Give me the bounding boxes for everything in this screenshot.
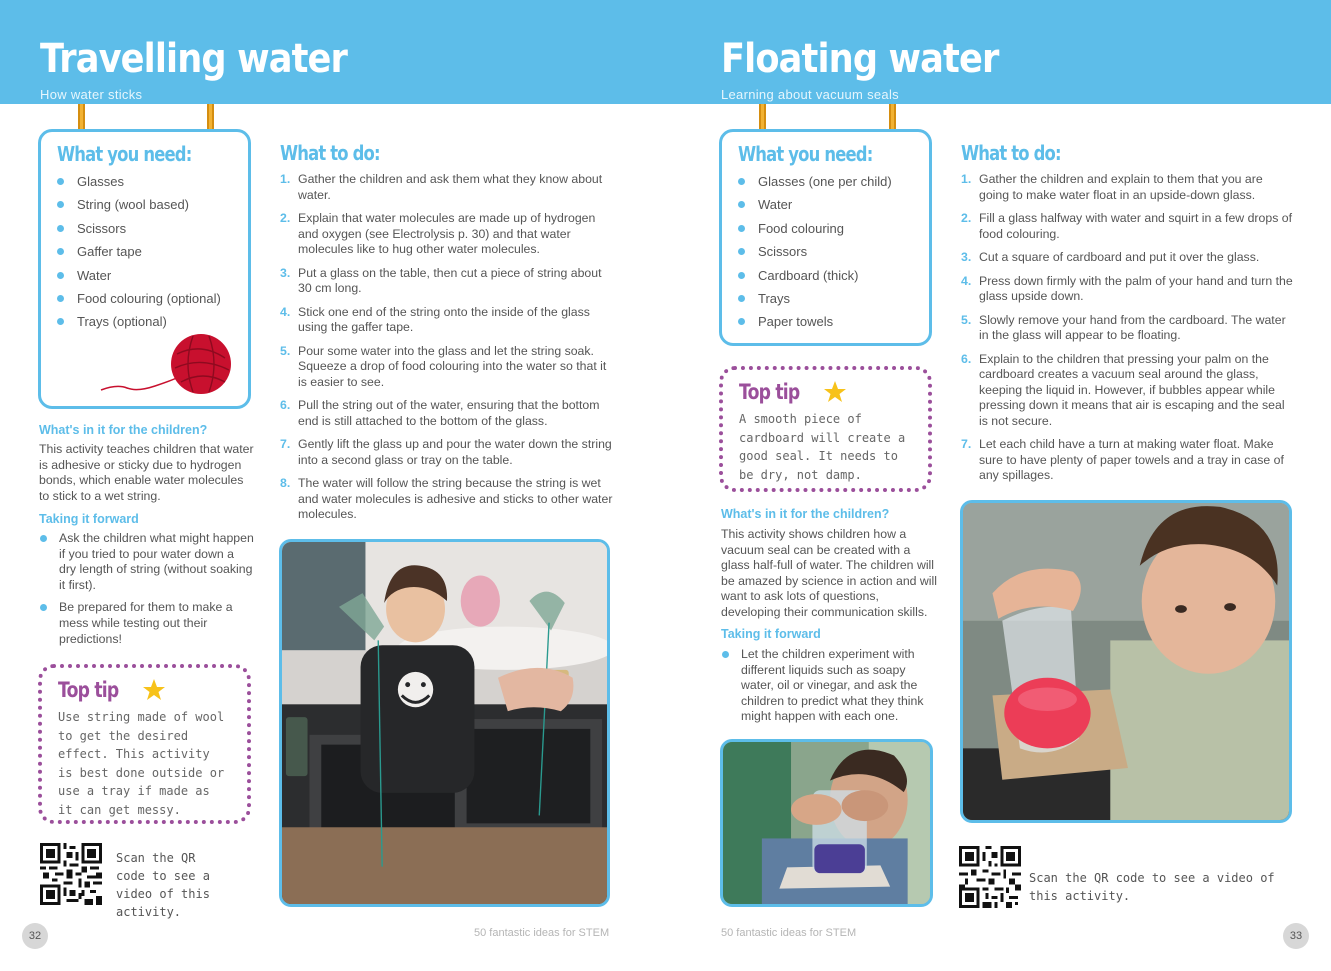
- top-tip-heading: Top tip: [58, 678, 119, 702]
- step-text: Explain to the children that pressing your palm on the cardboard creates a vacuum seal around the glass, keeping the liquid in. However, if bubbles appear while pressing down it means that air is escaping and the seal is not secure.: [979, 351, 1285, 428]
- left-taking-forward-heading: Taking it forward: [39, 512, 139, 526]
- clip-icon: [78, 104, 85, 130]
- list-item: Food colouring: [738, 221, 913, 237]
- right-steps-list: [961, 172, 1296, 492]
- step-number: 5.: [280, 343, 291, 358]
- qr-code-icon[interactable]: [40, 843, 102, 905]
- star-icon: [142, 678, 166, 702]
- list-item: Glasses: [57, 174, 232, 190]
- left-what-you-need-list: [57, 174, 232, 330]
- right-page-number: 33: [1283, 923, 1309, 949]
- step-item: [961, 172, 1296, 203]
- step-item: [280, 476, 615, 523]
- step-text: Press down firmly with the palm of your hand and turn the glass upside down.: [979, 273, 1293, 303]
- step-text: Cut a square of cardboard and put it over the glass.: [979, 250, 1260, 264]
- right-page-subtitle: Learning about vacuum seals: [721, 87, 899, 102]
- list-item: Scissors: [738, 244, 913, 260]
- step-text: Put a glass on the table, then cut a piece of string about 30 cm long.: [298, 265, 602, 295]
- step-text: Gently lift the glass up and pour the water down the string into a second glass or tray on the table.: [298, 437, 612, 467]
- step-item: [961, 250, 1296, 266]
- left-page-number: 32: [22, 923, 48, 949]
- left-page-subtitle: How water sticks: [40, 87, 143, 102]
- step-item: [280, 344, 615, 391]
- qr-code-icon[interactable]: [959, 846, 1021, 908]
- right-qr-caption: Scan the QR code to see a video of this activity.: [1029, 871, 1275, 903]
- list-item: Trays: [738, 291, 913, 307]
- clip-icon: [759, 104, 766, 130]
- list-item: Ask the children what might happen if you tried to pour water down a dry length of string (without soaking it first).: [39, 531, 254, 593]
- list-item: Water: [57, 268, 232, 284]
- step-item: [280, 211, 615, 258]
- left-taking-forward-list: [39, 531, 254, 654]
- step-number: 4.: [961, 273, 972, 288]
- right-small-photo: [720, 739, 933, 907]
- step-item: [961, 274, 1296, 305]
- list-item: Glasses (one per child): [738, 174, 913, 190]
- step-item: [280, 437, 615, 468]
- wool-ball-icon: [97, 328, 237, 398]
- right-taking-forward-heading: Taking it forward: [721, 627, 821, 641]
- step-text: Stick one end of the string onto the inside of the glass using the gaffer tape.: [298, 304, 590, 334]
- step-item: [961, 352, 1296, 430]
- step-text: Let each child have a turn at making water float. Make sure to have plenty of paper towels and a tray in case of any spillages.: [979, 437, 1284, 482]
- step-number: 6.: [280, 398, 291, 412]
- right-footer: 50 fantastic ideas for STEM: [721, 927, 857, 939]
- list-item: Trays (optional): [57, 314, 232, 330]
- step-text: Explain that water molecules are made up of hydrogen and oxygen (see Electrolysis p. 30) and that water molecules like to hug other water molecules.: [298, 211, 596, 256]
- step-text: Pull the string out of the water, ensuring that the bottom end is still attached to the bottom of the glass.: [298, 398, 600, 428]
- left-activity-photo: [279, 539, 610, 907]
- step-item: [280, 398, 615, 429]
- right-top-tip-box: [719, 366, 932, 492]
- step-text: Slowly remove your hand from the cardboard. The water in the glass will appear to be floating.: [979, 312, 1286, 342]
- list-item: Food colouring (optional): [57, 291, 232, 307]
- left-page-title: Travelling water: [40, 36, 348, 82]
- step-number: 4.: [280, 304, 291, 319]
- list-item: Paper towels: [738, 314, 913, 330]
- right-taking-forward-list: [721, 647, 936, 732]
- step-number: 1.: [280, 172, 291, 186]
- step-number: 2.: [280, 211, 291, 225]
- left-top-tip-box: [38, 664, 251, 824]
- step-number: 2.: [961, 211, 972, 225]
- step-item: [961, 211, 1296, 242]
- step-number: 3.: [280, 265, 291, 280]
- list-item: Cardboard (thick): [738, 268, 913, 284]
- step-number: 3.: [961, 250, 972, 264]
- step-number: 6.: [961, 351, 972, 366]
- left-whats-in-it-heading: What's in it for the children?: [39, 423, 208, 437]
- list-item: Gaffer tape: [57, 244, 232, 260]
- left-footer: 50 fantastic ideas for STEM: [474, 927, 610, 939]
- list-item: Let the children experiment with different liquids such as soapy water, oil or vinegar, and ask the children to predict what they think might happen with each one.: [721, 647, 936, 725]
- left-qr-caption: Scan the QR code to see a video of this activity.: [116, 851, 210, 919]
- top-tip-text: Use string made of wool to get the desired effect. This activity is best done outside or use a tray if made as it can get messy.: [58, 710, 225, 817]
- step-text: Fill a glass halfway with water and squirt in a few drops of food colouring.: [979, 211, 1293, 241]
- clip-icon: [889, 104, 896, 130]
- step-number: 7.: [961, 437, 972, 451]
- clip-icon: [207, 104, 214, 130]
- right-page-title: Floating water: [721, 36, 999, 82]
- step-item: [961, 313, 1296, 344]
- list-item: Be prepared for them to make a mess while testing out their predictions!: [39, 600, 254, 647]
- step-item: [280, 172, 615, 203]
- step-item: [280, 305, 615, 336]
- list-item: Water: [738, 197, 913, 213]
- step-number: 1.: [961, 172, 972, 186]
- right-what-you-need-heading: What you need:: [738, 142, 873, 166]
- left-whats-in-it-text: This activity teaches children that water is adhesive or sticky due to hydrogen bonds, which enable water molecules to stick to a wet string.: [39, 442, 254, 503]
- step-item: [280, 266, 615, 297]
- left-what-you-need-box: [38, 129, 251, 409]
- top-tip-heading: Top tip: [739, 380, 800, 404]
- step-number: 8.: [280, 476, 291, 490]
- step-text: The water will follow the string because the string is wet and water molecules is adhesive and sticks to other water molecules.: [298, 476, 613, 521]
- left-what-you-need-heading: What you need:: [57, 142, 192, 166]
- left-steps-list: [280, 172, 615, 531]
- step-number: 5.: [961, 312, 972, 327]
- step-text: Pour some water into the glass and let the string soak. Squeeze a drop of food colouring into the water so that it is easier to see.: [298, 343, 607, 389]
- star-icon: [823, 380, 847, 404]
- list-item: Scissors: [57, 221, 232, 237]
- top-tip-text: A smooth piece of cardboard will create a good seal. It needs to be dry, not damp.: [739, 412, 906, 482]
- right-what-to-do-heading: What to do:: [961, 141, 1061, 165]
- right-whats-in-it-heading: What's in it for the children?: [721, 507, 890, 521]
- list-item: String (wool based): [57, 197, 232, 213]
- right-what-you-need-box: [719, 129, 932, 346]
- right-whats-in-it-text: This activity shows children how a vacuum seal can be created with a glass half-full of water. The children will be amazed by science in action and will want to ask lots of questions, developing their communication skills.: [721, 527, 938, 619]
- step-text: Gather the children and explain to them that you are going to make water float in an upside-down glass.: [979, 172, 1263, 202]
- step-item: [961, 437, 1296, 484]
- right-activity-photo: [960, 500, 1292, 823]
- step-text: Gather the children and ask them what they know about water.: [298, 172, 603, 202]
- left-what-to-do-heading: What to do:: [280, 141, 380, 165]
- step-number: 7.: [280, 437, 291, 451]
- right-what-you-need-list: [738, 174, 913, 330]
